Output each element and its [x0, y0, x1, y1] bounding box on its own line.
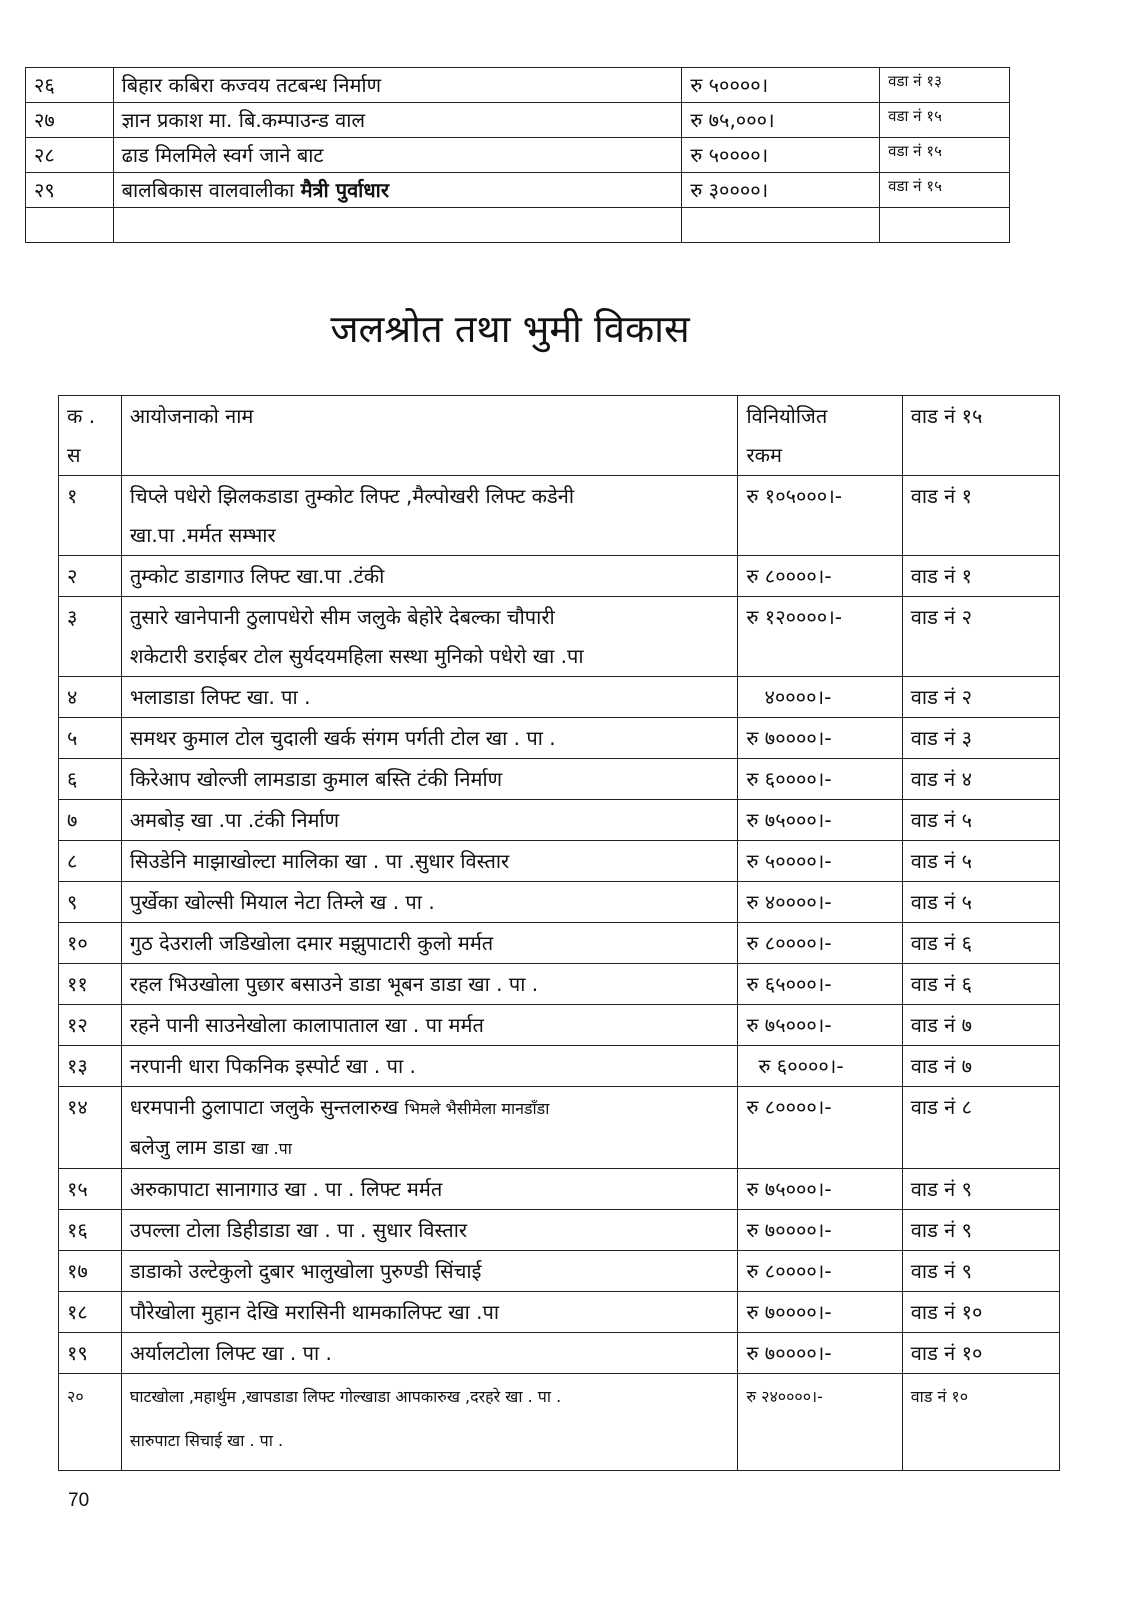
amount: रु ६००००।- — [738, 1046, 902, 1087]
project-name: पुर्खेका खोल्सी मियाल नेटा तिम्ले ख . पा . — [121, 882, 738, 923]
ward: वाड नं १० — [902, 1292, 1059, 1333]
table-row — [59, 964, 1060, 1005]
amount: रु ७५,०००। — [682, 103, 880, 138]
table-row — [59, 759, 1060, 800]
empty-cell — [682, 208, 880, 243]
project-name-part: बालबिकास वालवालीका — [121, 178, 295, 202]
amount: रु ८००००।- — [738, 556, 902, 597]
project-name: समथर कुमाल टोल चुदाली खर्क संगम पर्गती टोल खा . पा . — [121, 718, 738, 759]
table-row — [59, 1333, 1060, 1374]
amount: रु ५००००। — [682, 138, 880, 173]
project-name-line2: शकेटारी डराईबर टोल सुर्यदयमहिला सस्था मुनिको पधेरो खा .पा — [129, 644, 584, 668]
ward: वाड नं ३ — [902, 718, 1059, 759]
project-name-line2-small: खा .पा — [251, 1139, 292, 1158]
row-number: १९ — [59, 1333, 122, 1374]
table-row — [26, 173, 1010, 208]
continuation-table — [25, 67, 1010, 243]
ward: वाड नं १ — [902, 476, 1059, 556]
row-number: १३ — [59, 1046, 122, 1087]
table-row — [59, 800, 1060, 841]
project-name-line1: घाटखोला ,महार्थुम ,खापडाडा लिफ्ट गोल्खाडा आपकारुख ,दरहरे खा . पा . — [129, 1387, 562, 1406]
row-number: १७ — [59, 1251, 122, 1292]
project-name: रहने पानी साउनेखोला कालापाताल खा . पा मर्मत — [121, 1005, 738, 1046]
row-number: ९ — [59, 882, 122, 923]
project-name-line2: खा.पा .मर्मत सम्भार — [129, 523, 276, 547]
ward: वाड नं ७ — [902, 1005, 1059, 1046]
header-ward: वाड नं १५ — [902, 396, 1059, 476]
project-name-line2: सारुपाटा सिचाई खा . पा . — [129, 1431, 284, 1450]
header-number-line2: स — [67, 443, 81, 467]
project-name: बिहार कबिरा कज्वय तटबन्ध निर्माण — [113, 68, 682, 103]
ward: वाड नं ६ — [902, 964, 1059, 1005]
ward: वडा नं १५ — [880, 103, 1010, 138]
project-name: रहल भिउखोला पुछार बसाउने डाडा भूबन डाडा खा . पा . — [121, 964, 738, 1005]
project-name: तुम्कोट डाडागाउ लिफ्ट खा.पा .टंकी — [121, 556, 738, 597]
project-name: डाडाको उल्टेकुलो दुबार भालुखोला पुरुण्डी सिंचाई — [121, 1251, 738, 1292]
ward: वडा नं १३ — [880, 68, 1010, 103]
table-row — [59, 597, 1060, 677]
ward: वाड नं २ — [902, 597, 1059, 677]
header-amount-line1: विनियोजित — [746, 404, 828, 428]
ward: वाड नं ६ — [902, 923, 1059, 964]
header-amount — [738, 396, 902, 476]
project-name — [121, 1087, 738, 1169]
row-number: २ — [59, 556, 122, 597]
amount: रु ७००००।- — [738, 1210, 902, 1251]
table-row-empty — [26, 208, 1010, 243]
header-project-name: आयोजनाको नाम — [121, 396, 738, 476]
project-name: सिउडेनि माझाखोल्टा मालिका खा . पा .सुधार विस्तार — [121, 841, 738, 882]
project-name-part-bold: मैत्री पुर्वाधार — [300, 178, 390, 202]
row-number: १२ — [59, 1005, 122, 1046]
table-row — [59, 882, 1060, 923]
table-row — [26, 103, 1010, 138]
row-number: १८ — [59, 1292, 122, 1333]
amount: रु ७००००।- — [738, 1292, 902, 1333]
amount: रु ५००००।- — [738, 841, 902, 882]
table-row — [26, 68, 1010, 103]
amount: रु १२००००।- — [738, 597, 902, 677]
row-number: ३ — [59, 597, 122, 677]
row-number: ७ — [59, 800, 122, 841]
ward: वाड नं १० — [902, 1374, 1059, 1471]
row-number: १६ — [59, 1210, 122, 1251]
table-header-row — [59, 396, 1060, 476]
project-name — [121, 1374, 738, 1471]
empty-cell — [26, 208, 114, 243]
amount: रु ६५०००।- — [738, 964, 902, 1005]
header-number — [59, 396, 122, 476]
empty-cell — [113, 208, 682, 243]
row-number: २९ — [26, 173, 114, 208]
project-name: ढाड मिलमिले स्वर्ग जाने बाट — [113, 138, 682, 173]
amount: रु ४००००।- — [738, 882, 902, 923]
table-row — [59, 1251, 1060, 1292]
row-number: १ — [59, 476, 122, 556]
ward: वाड नं ७ — [902, 1046, 1059, 1087]
project-name-line2: बलेजु लाम डाडा — [129, 1135, 245, 1159]
header-amount-line2: रकम — [746, 443, 782, 467]
row-number: २७ — [26, 103, 114, 138]
table-row — [59, 718, 1060, 759]
project-name: अरुकापाटा सानागाउ खा . पा . लिफ्ट मर्मत — [121, 1169, 738, 1210]
amount: रु ७५०००।- — [738, 800, 902, 841]
row-number: २६ — [26, 68, 114, 103]
project-name — [113, 173, 682, 208]
project-name: पौरेखोला मुहान देखि मरासिनी थामकालिफ्ट खा .पा — [121, 1292, 738, 1333]
ward: वाड नं ९ — [902, 1210, 1059, 1251]
table-row — [59, 556, 1060, 597]
ward: वडा नं १५ — [880, 173, 1010, 208]
table-row — [59, 923, 1060, 964]
section-title: जलश्रोत तथा भुमी विकास — [330, 307, 690, 351]
project-name: अमबोड़ खा .पा .टंकी निर्माण — [121, 800, 738, 841]
table-row — [59, 1169, 1060, 1210]
water-resources-table — [58, 395, 1060, 1471]
ward: वाड नं ९ — [902, 1251, 1059, 1292]
row-number: ४ — [59, 677, 122, 718]
amount: रु ८००००।- — [738, 1087, 902, 1169]
ward: वडा नं १५ — [880, 138, 1010, 173]
amount: रु ७५०००।- — [738, 1169, 902, 1210]
amount: रु ८००००।- — [738, 1251, 902, 1292]
table-row — [59, 1046, 1060, 1087]
table-row — [59, 1210, 1060, 1251]
amount: रु ८००००।- — [738, 923, 902, 964]
amount: रु ५००००। — [682, 68, 880, 103]
ward: वाड नं २ — [902, 677, 1059, 718]
row-number: २० — [59, 1374, 122, 1471]
row-number: १४ — [59, 1087, 122, 1169]
ward: वाड नं ५ — [902, 800, 1059, 841]
project-name: ज्ञान प्रकाश मा. बि.कम्पाउन्ड वाल — [113, 103, 682, 138]
row-number: ५ — [59, 718, 122, 759]
amount: रु ३००००। — [682, 173, 880, 208]
empty-cell — [880, 208, 1010, 243]
table-row — [26, 138, 1010, 173]
header-number-line1: क . — [67, 404, 96, 428]
table-row — [59, 1005, 1060, 1046]
table-row — [59, 1374, 1060, 1471]
amount: रु ६००००।- — [738, 759, 902, 800]
row-number: १५ — [59, 1169, 122, 1210]
page-number: 70 — [68, 1490, 90, 1511]
project-name: भलाडाडा लिफ्ट खा. पा . — [121, 677, 738, 718]
project-name: किरेआप खोल्जी लामडाडा कुमाल बस्ति टंकी निर्माण — [121, 759, 738, 800]
amount: रु २४००००।- — [738, 1374, 902, 1471]
project-name — [121, 476, 738, 556]
row-number: २८ — [26, 138, 114, 173]
project-name: गुठ देउराली जडिखोला दमार मझुपाटारी कुलो मर्मत — [121, 923, 738, 964]
row-number: १० — [59, 923, 122, 964]
amount: रु ७००००।- — [738, 718, 902, 759]
ward: वाड नं १ — [902, 556, 1059, 597]
ward: वाड नं १० — [902, 1333, 1059, 1374]
project-name: नरपानी धारा पिकनिक इस्पोर्ट खा . पा . — [121, 1046, 738, 1087]
project-name: उपल्ला टोला डिहीडाडा खा . पा . सुधार विस्तार — [121, 1210, 738, 1251]
ward: वाड नं ८ — [902, 1087, 1059, 1169]
table-row — [59, 1292, 1060, 1333]
ward: वाड नं ४ — [902, 759, 1059, 800]
amount: रु ७००००।- — [738, 1333, 902, 1374]
amount: रु ७५०००।- — [738, 1005, 902, 1046]
row-number: ११ — [59, 964, 122, 1005]
amount: ४००००।- — [738, 677, 902, 718]
amount: रु १०५०००।- — [738, 476, 902, 556]
project-name: अर्यालटोला लिफ्ट खा . पा . — [121, 1333, 738, 1374]
project-name-line1: चिप्ले पधेरो झिलकडाडा तुम्कोट लिफ्ट ,मैल्पोखरी लिफ्ट कडेनी — [129, 484, 575, 508]
project-name — [121, 597, 738, 677]
table-row — [59, 476, 1060, 556]
project-name-line1: धरमपानी ठुलापाटा जलुके सुन्तलारुख — [129, 1095, 399, 1119]
row-number: ८ — [59, 841, 122, 882]
project-name-line1-small: भिमले भैसीमेला मानडाँडा — [404, 1099, 550, 1118]
row-number: ६ — [59, 759, 122, 800]
table-row — [59, 677, 1060, 718]
project-name-line1: तुसारे खानेपानी ठुलापधेरो सीम जलुके बेहोरे देबल्का चौपारी — [129, 605, 555, 629]
table-row — [59, 841, 1060, 882]
ward: वाड नं ९ — [902, 1169, 1059, 1210]
table-row — [59, 1087, 1060, 1169]
ward: वाड नं ५ — [902, 841, 1059, 882]
ward: वाड नं ५ — [902, 882, 1059, 923]
